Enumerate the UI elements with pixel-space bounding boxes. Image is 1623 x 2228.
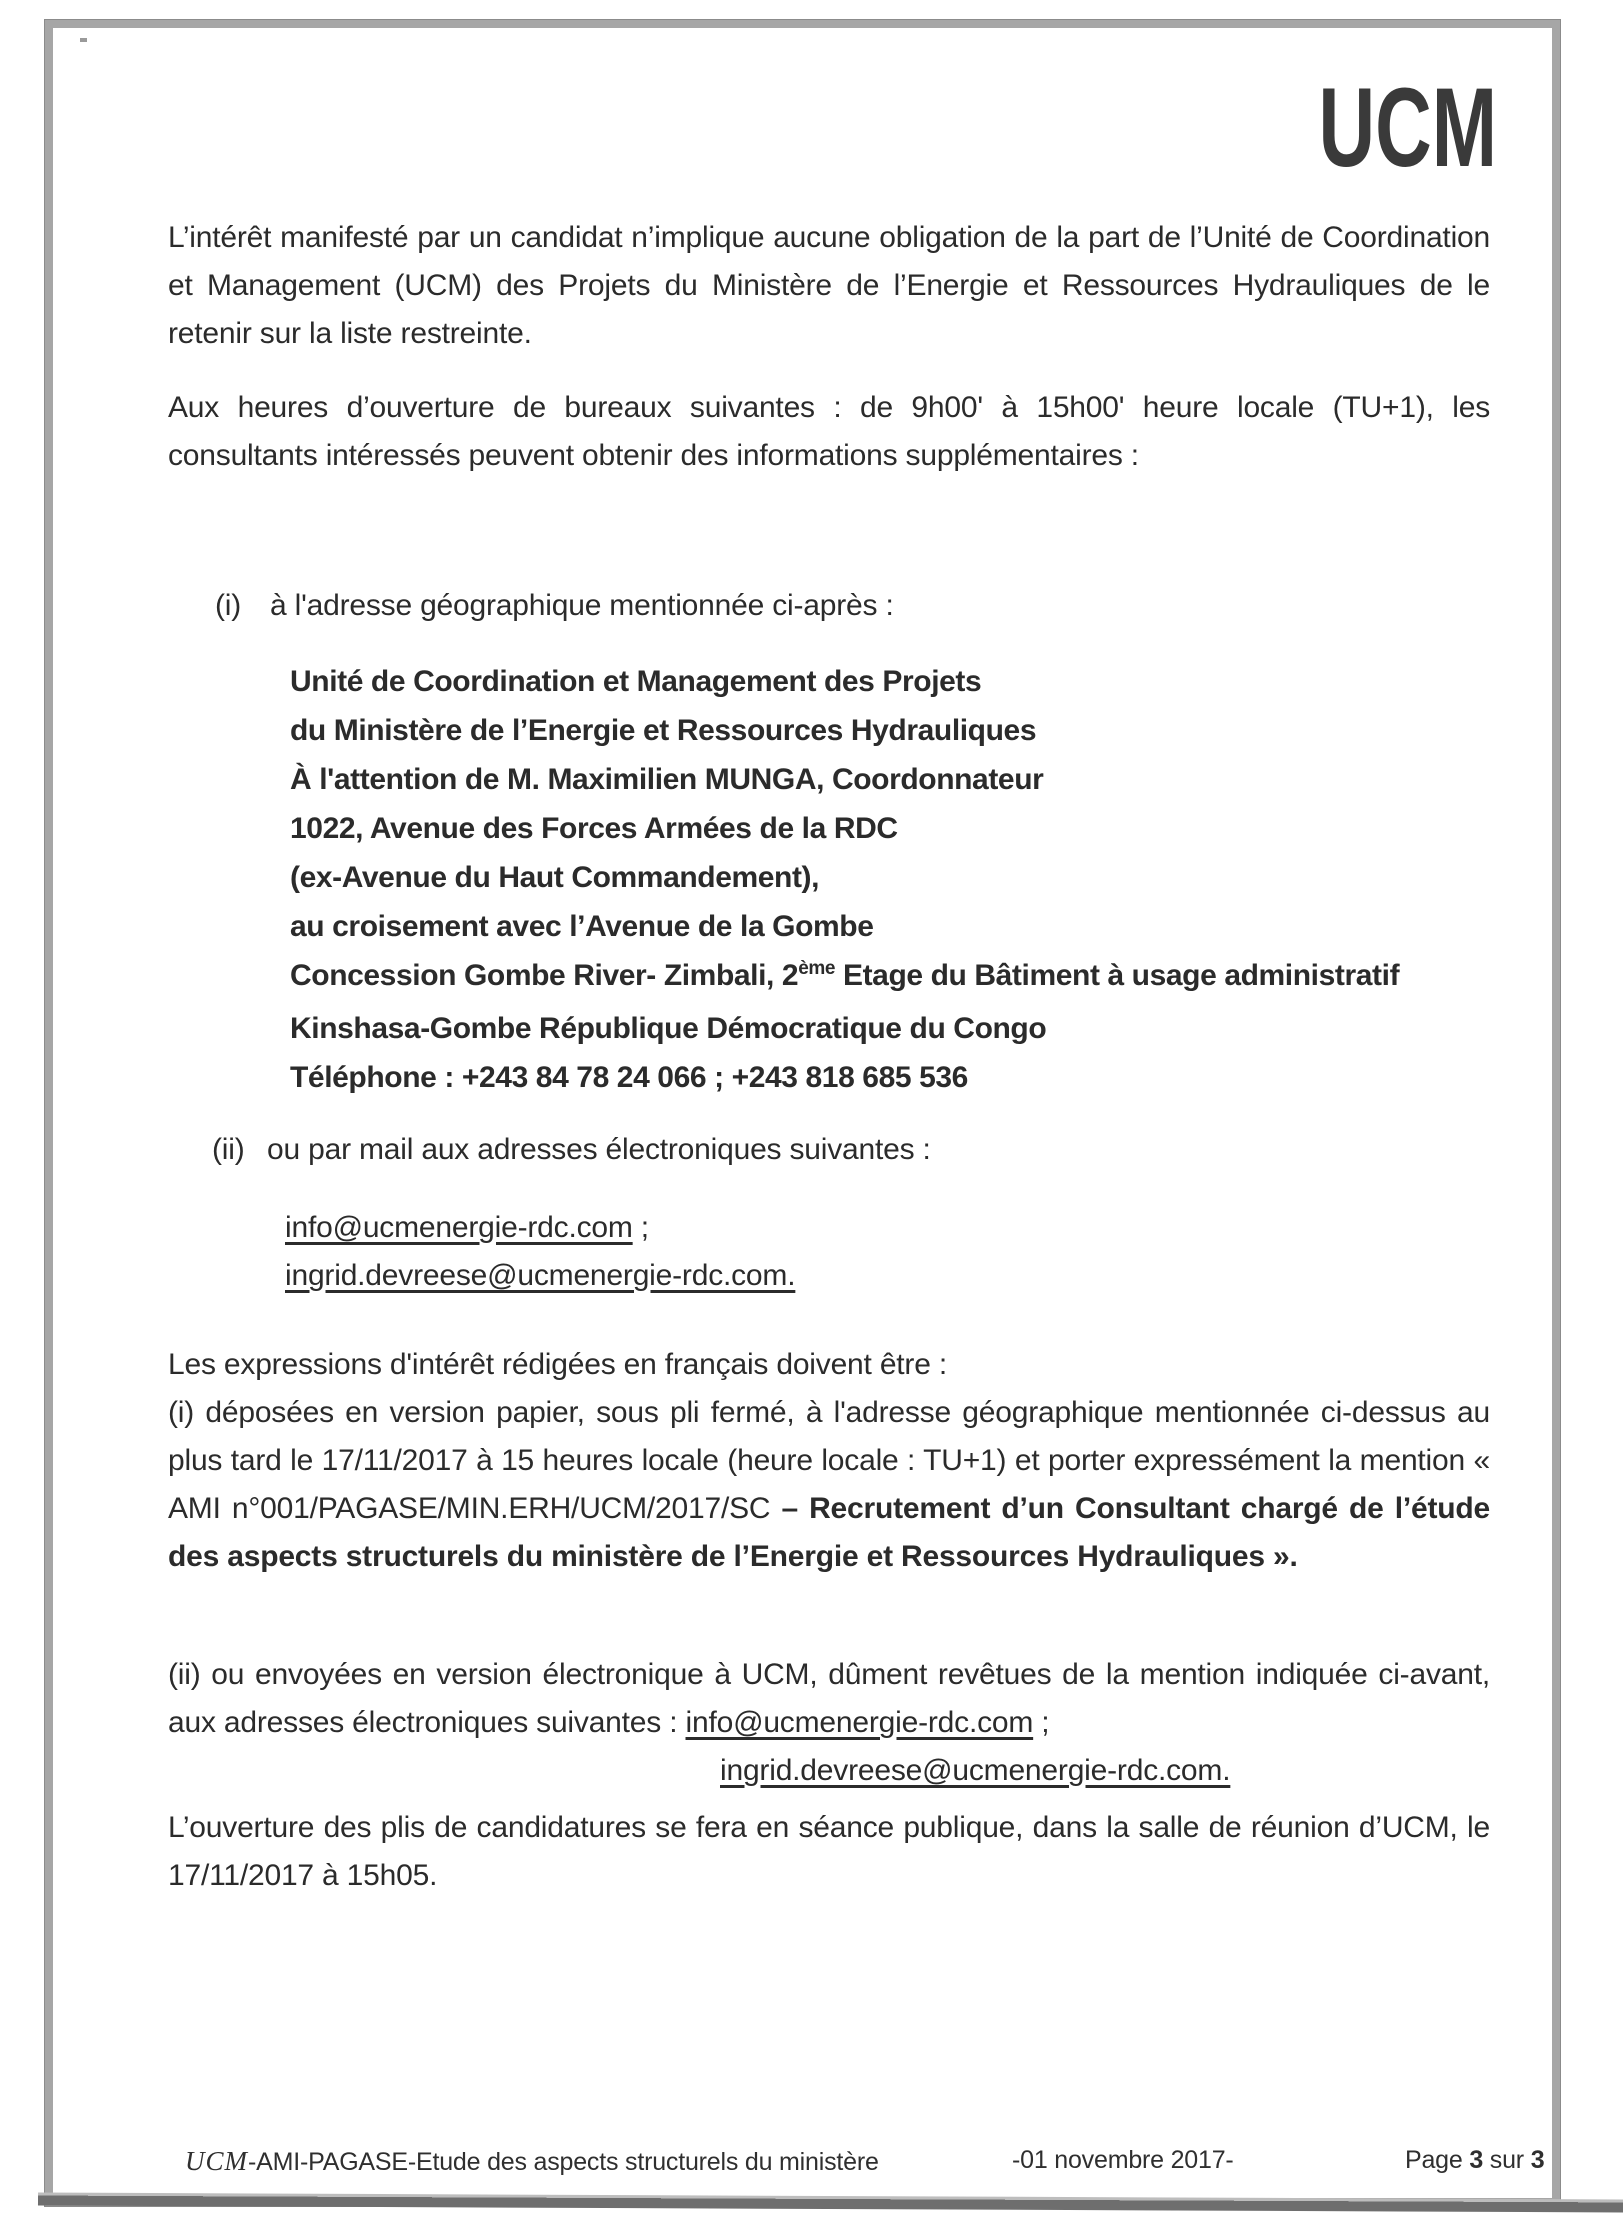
list-marker-i: (i) (215, 589, 242, 622)
address-line: du Ministère de l’Energie et Ressources Hydrauliques (290, 714, 1037, 747)
footer-ucm-script: UCM (185, 2146, 248, 2176)
email-address-info-2: info@ucmenergie-rdc.com (685, 1706, 1034, 1739)
footer-doc-reference: UCM-AMI-PAGASE-Etude des aspects structurels du ministère (185, 2146, 879, 2176)
footer-page-number: Page 3 sur 3 (1405, 2146, 1545, 2174)
email-line: info@ucmenergie-rdc.com ; (285, 1211, 649, 1244)
superscript-eme: ème (798, 958, 836, 979)
address-line: 1022, Avenue des Forces Armées de la RDC (290, 812, 898, 845)
paragraph-deposees: (i) déposées en version papier, sous pli fermé, à l'adresse géographique mentionnée ci-dessus au plus tard le 17/11/2017 à 15 heures locale (heure locale : TU+1) et porter expressément la mention « AMI n°001/PAGASE/MIN.ERH/UCM/2017/SC – Recrutement d’un Consultant chargé de l’étude des aspects structurels du ministère de l’Energie et Ressources Hydrauliques ». (168, 1396, 1490, 1573)
email-address-info: info@ucmenergie-rdc.com (285, 1211, 633, 1244)
list-item-address-intro (215, 582, 894, 630)
ucm-logo: UCM (1318, 65, 1497, 190)
list-item-email-intro (212, 1126, 931, 1174)
email-address-ingrid: ingrid.devreese@ucmenergie-rdc.com. (285, 1259, 796, 1292)
address-line: Unité de Coordination et Management des Projets (290, 665, 982, 698)
email-address-ingrid-2: ingrid.devreese@ucmenergie-rdc.com. (720, 1754, 1231, 1787)
email-line-centered (720, 1747, 1490, 1795)
list-marker-ii: (ii) (212, 1133, 245, 1166)
paragraph-ouverture-plis: L’ouverture des plis de candidatures se fera en séance publique, dans la salle de réunion d’UCM, le 17/11/2017 à 15h05. (168, 1811, 1490, 1892)
address-line: À l'attention de M. Maximilien MUNGA, Coordonnateur (290, 763, 1044, 796)
address-line-phone: Téléphone : +243 84 78 24 066 ; +243 818 685 536 (290, 1061, 968, 1094)
address-block (290, 657, 1399, 1102)
footer-date: -01 novembre 2017- (1012, 2146, 1234, 2174)
paragraph-expressions-interet (168, 1341, 1490, 1581)
list-item-address-intro-text: à l'adresse géographique mentionnée ci-après : (270, 589, 894, 622)
address-line-floor: Concession Gombe River- Zimbali, 2ème Etage du Bâtiment à usage administratif (290, 958, 1400, 992)
scan-artifact-speck (80, 38, 87, 42)
paragraph-expressions-intro: Les expressions d'intérêt rédigées en français doivent être : (168, 1348, 947, 1381)
paragraph-no-obligation: L’intérêt manifesté par un candidat n’implique aucune obligation de la part de l’Unité de Coordination et Management (UCM) des Projets du Ministère de l’Energie et Ressources Hydrauliques de le retenir sur la liste restreinte. (168, 221, 1490, 350)
paragraph-envoyees-electronique: (ii) ou envoyées en version électronique à UCM, dûment revêtues de la mention indiquée ci-avant, aux adresses électroniques suivantes : info@ucmenergie-rdc.com ; ingrid.devreese@ucmenergie-rdc.com. (168, 1651, 1490, 1795)
address-line: Kinshasa-Gombe République Démocratique du Congo (290, 1012, 1047, 1045)
list-item-email-intro-text: ou par mail aux adresses électroniques suivantes : (267, 1133, 931, 1166)
paragraph-office-hours: Aux heures d’ouverture de bureaux suivantes : de 9h00' à 15h00' heure locale (TU+1), les consultants intéressés peuvent obtenir des informations supplémentaires : (168, 391, 1490, 472)
email-list-block (285, 1204, 795, 1300)
address-line: au croisement avec l’Avenue de la Gombe (290, 910, 874, 943)
address-line: (ex-Avenue du Haut Commandement), (290, 861, 820, 894)
email-line (285, 1252, 795, 1300)
mention-bold-text: – Recrutement d’un Consultant chargé de l’étude des aspects structurels du ministère de l’Energie et Ressources Hydrauliques ». (168, 1492, 1490, 1573)
